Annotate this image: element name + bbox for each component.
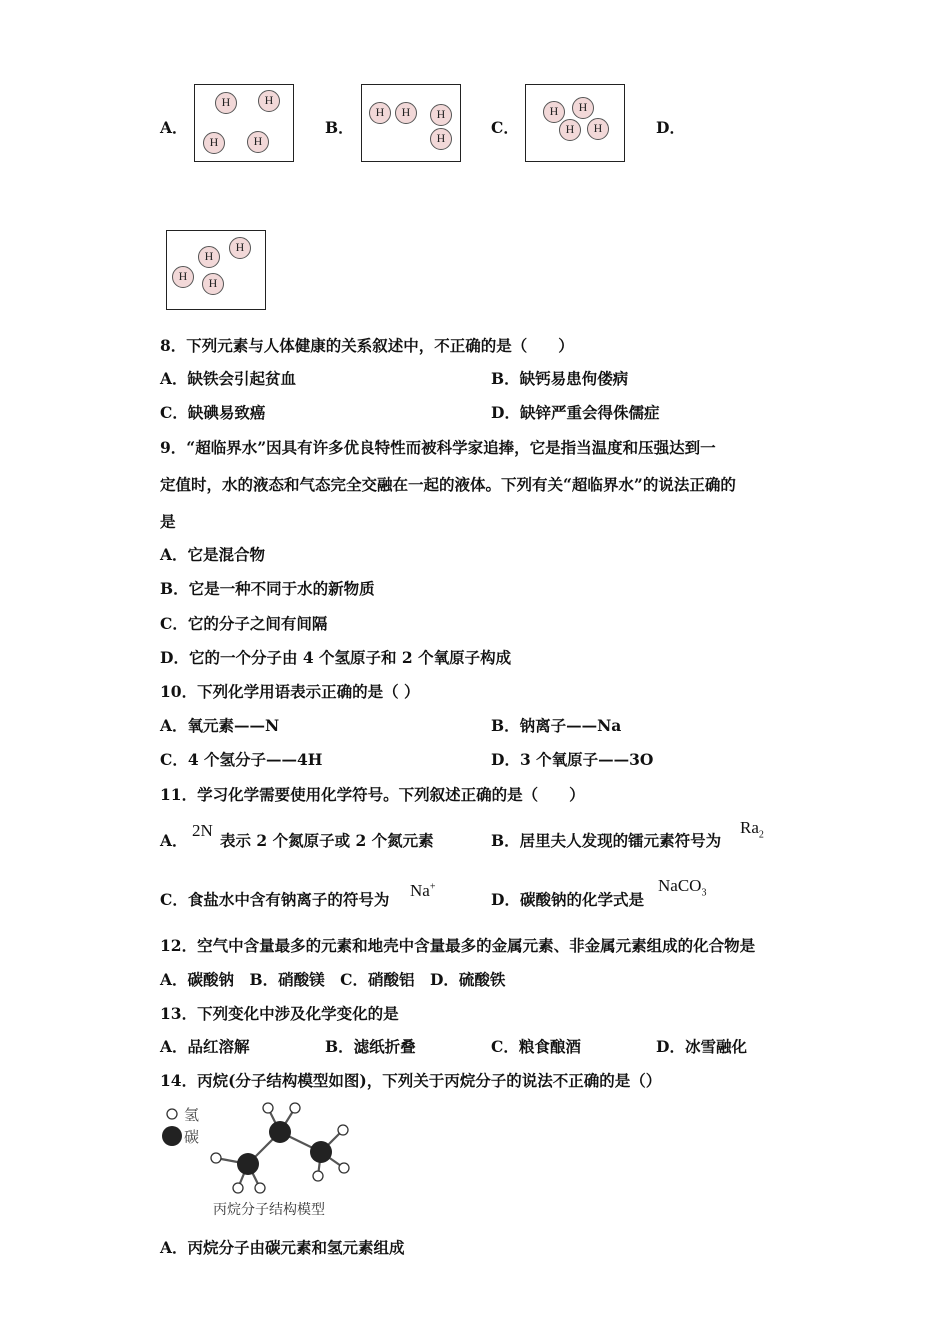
q10-option-b[interactable]: B．钠离子——Na [491,716,622,735]
legend-hydrogen-label: 氢 [184,1106,200,1124]
h-atom: H [247,131,269,153]
legend-hydrogen-icon [167,1109,177,1119]
q7-option-c-label[interactable]: C． [491,118,519,137]
h-atom: H [203,132,225,154]
h-atom: H [572,97,594,119]
q10-option-a[interactable]: A．氧元素——N [160,716,280,735]
h-atom: H [369,102,391,124]
q9-stem-line2: 定值时，水的液态和气态完全交融在一起的液体。下列有关“超临界水”的说法正确的 [160,475,736,494]
propane-model-figure [158,1098,358,1222]
h-atom: H [587,118,609,140]
q10-option-d[interactable]: D．3 个氧原子——3O [491,750,654,769]
q12-stem: 12．空气中含量最多的元素和地壳中含量最多的金属元素、非金属元素组成的化合物是 [160,936,756,955]
q10-stem: 10．下列化学用语表示正确的是（ ） [160,682,420,701]
q11-option-b[interactable]: B．居里夫人发现的镭元素符号为 [491,831,722,850]
q9-stem-line1: 9．“超临界水”因具有许多优良特性而被科学家追捧，它是指当温度和压强达到一 [160,438,716,457]
q10-option-c[interactable]: C．4 个氢分子——4H [160,750,323,769]
q11-option-b-formula [740,818,764,840]
h-atom: H [172,266,194,288]
q13-option-c[interactable]: C．粮食酿酒 [491,1037,581,1056]
propane-model-caption: 丙烷分子结构模型 [213,1202,325,1218]
q8-stem: 8．下列元素与人体健康的关系叙述中，不正确的是（ ） [160,336,574,355]
q13-stem: 13．下列变化中涉及化学变化的是 [160,1004,399,1023]
q7-option-a-diagram [194,84,294,162]
q11-option-c[interactable]: C．食盐水中含有钠离子的符号为 [160,890,390,909]
carbon-atom [269,1121,291,1143]
h-atom: H [430,104,452,126]
q13-option-b[interactable]: B．滤纸折叠 [325,1037,416,1056]
h-atom: H [215,92,237,114]
formula-symbol: Ra [740,818,759,837]
h-atom: H [198,246,220,268]
q9-option-c[interactable]: C．它的分子之间有间隔 [160,614,328,633]
q7-option-c-diagram [525,84,625,162]
q7-option-b-label[interactable]: B． [325,118,354,137]
formula-subscript: 3 [701,887,707,899]
q9-option-d[interactable]: D．它的一个分子由 4 个氢原子和 2 个氧原子构成 [160,648,512,667]
q9-option-b[interactable]: B．它是一种不同于水的新物质 [160,579,375,598]
q8-option-d[interactable]: D．缺锌严重会得侏儒症 [491,403,660,422]
q11-option-c-formula [410,881,435,901]
q11-option-a-text: 表示 2 个氮原子或 2 个氮元素 [220,831,434,850]
q14-stem: 14．丙烷(分子结构模型如图)，下列关于丙烷分子的说法不正确的是（） [160,1071,662,1090]
h-atom: H [430,128,452,150]
h-atom: H [559,119,581,141]
q14-option-a[interactable]: A．丙烷分子由碳元素和氢元素组成 [160,1238,405,1257]
q8-option-b[interactable]: B．缺钙易患佝偻病 [491,369,629,388]
q11-option-d[interactable]: D．碳酸钠的化学式是 [491,890,644,909]
q7-option-b-diagram [361,84,461,162]
h-atom: H [202,273,224,295]
q11-option-d-formula [658,876,706,898]
q9-option-a[interactable]: A．它是混合物 [160,545,266,564]
q11-option-a-formula: 2N [192,821,213,840]
q12-options[interactable]: A．碳酸钠 B．硝酸镁 C．硝酸铝 D．硫酸铁 [160,970,506,989]
q9-stem-line3: 是 [160,512,176,531]
q7-option-d-label[interactable]: D． [656,118,685,137]
formula-symbol: Na [410,881,430,900]
carbon-atom [237,1153,259,1175]
q13-option-d[interactable]: D．冰雪融化 [656,1037,747,1056]
legend-carbon-label: 碳 [184,1128,200,1146]
q8-option-c[interactable]: C．缺碘易致癌 [160,403,266,422]
h-atom: H [543,101,565,123]
q7-option-a-label[interactable]: A． [160,118,188,137]
h-atom: H [395,102,417,124]
q13-option-a[interactable]: A．品红溶解 [160,1037,250,1056]
q8-option-a[interactable]: A．缺铁会引起贫血 [160,369,297,388]
carbon-atom [310,1141,332,1163]
q7-option-d-diagram [166,230,266,310]
h-atom: H [229,237,251,259]
formula-symbol: NaCO [658,876,702,895]
q11-option-a[interactable] [160,831,188,851]
legend-carbon-icon [162,1126,182,1146]
q11-option-a-label: A． [160,831,188,850]
q11-stem: 11．学习化学需要使用化学符号。下列叙述正确的是（ ） [160,785,585,804]
formula-superscript: + [429,881,436,893]
formula-subscript: 2 [758,829,764,841]
h-atom: H [258,90,280,112]
